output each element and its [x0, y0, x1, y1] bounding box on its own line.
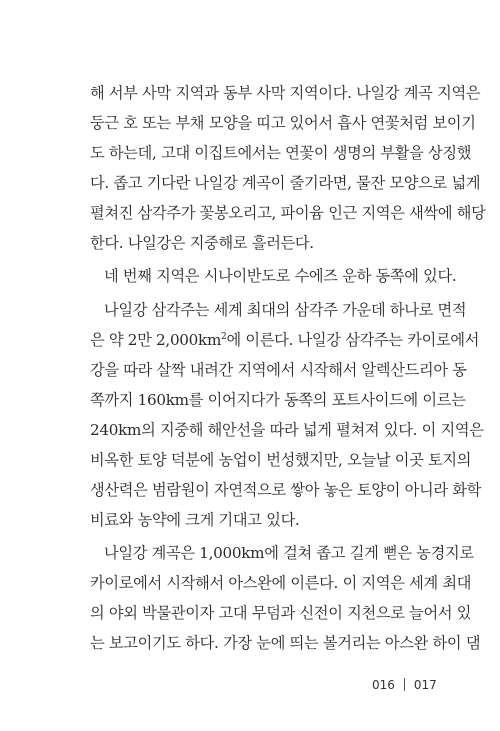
page-number-divider — [404, 678, 405, 691]
text-line: 펼쳐진 삼각주가 꽃봉오리고, 파이윰 인근 지역은 새싹에 해당 — [90, 204, 486, 222]
text-line: 240km의 지중해 해안선을 따라 넓게 펼쳐져 있다. 이 지역은 — [90, 421, 484, 439]
area-rest-text: 에 이른다. 나일강 삼각주는 카이로에서 — [226, 331, 480, 349]
text-line: 비료와 농약에 크게 기대고 있다. — [90, 511, 300, 529]
page-number-footer — [372, 676, 437, 694]
page-number-right: 017 — [413, 678, 437, 692]
text-line: 도 하는데, 고대 이집트에서는 연꽃이 생명의 부활을 상징했 — [90, 144, 472, 162]
text-line-with-superscript — [90, 326, 480, 354]
text-line: 둥근 호 또는 부채 모양을 띠고 있어서 흡사 연꽃처럼 보이기 — [90, 114, 476, 132]
text-line: 한다. 나일강은 지중해로 흘러든다. — [90, 234, 314, 252]
superscript-two: 2 — [221, 332, 227, 342]
page-number-left: 016 — [372, 678, 395, 692]
text-line: 강을 따라 살짝 내려간 지역에서 시작해서 알렉산드리아 동 — [90, 361, 467, 379]
text-line: 해 서부 사막 지역과 동부 사막 지역이다. 나일강 계곡 지역은 — [90, 84, 481, 102]
text-line: 쪽까지 160km를 이어지다가 동쪽의 포트사이드에 이르는 — [90, 391, 466, 409]
area-value-text: 은 약 2만 2,000km — [90, 331, 222, 349]
text-line: 생산력은 범람원이 자연적으로 쌓아 놓은 토양이 아니라 화학 — [90, 481, 481, 499]
text-line: 의 야외 박물관이자 고대 무덤과 신전이 지천으로 늘어서 있 — [90, 604, 472, 622]
text-line: 비옥한 토양 덕분에 농업이 번성했지만, 오늘날 이곳 토지의 — [90, 451, 472, 469]
paragraph-first-line: 나일강 삼각주는 세계 최대의 삼각주 가운데 하나로 면적 — [104, 301, 467, 319]
text-line: 는 보고이기도 하다. 가장 눈에 띄는 볼거리는 아스완 하이 댐 — [90, 634, 481, 652]
paragraph-first-line: 네 번째 지역은 시나이반도로 수에즈 운하 동쪽에 있다. — [104, 267, 457, 285]
text-line: 다. 좁고 기다란 나일강 계곡이 줄기라면, 물잔 모양으로 넓게 — [90, 174, 481, 192]
paragraph-first-line: 나일강 계곡은 1,000km에 걸쳐 좁고 길게 뻗은 농경지로 — [104, 544, 474, 562]
text-line: 카이로에서 시작해서 아스완에 이른다. 이 지역은 세계 최대 — [90, 574, 472, 592]
